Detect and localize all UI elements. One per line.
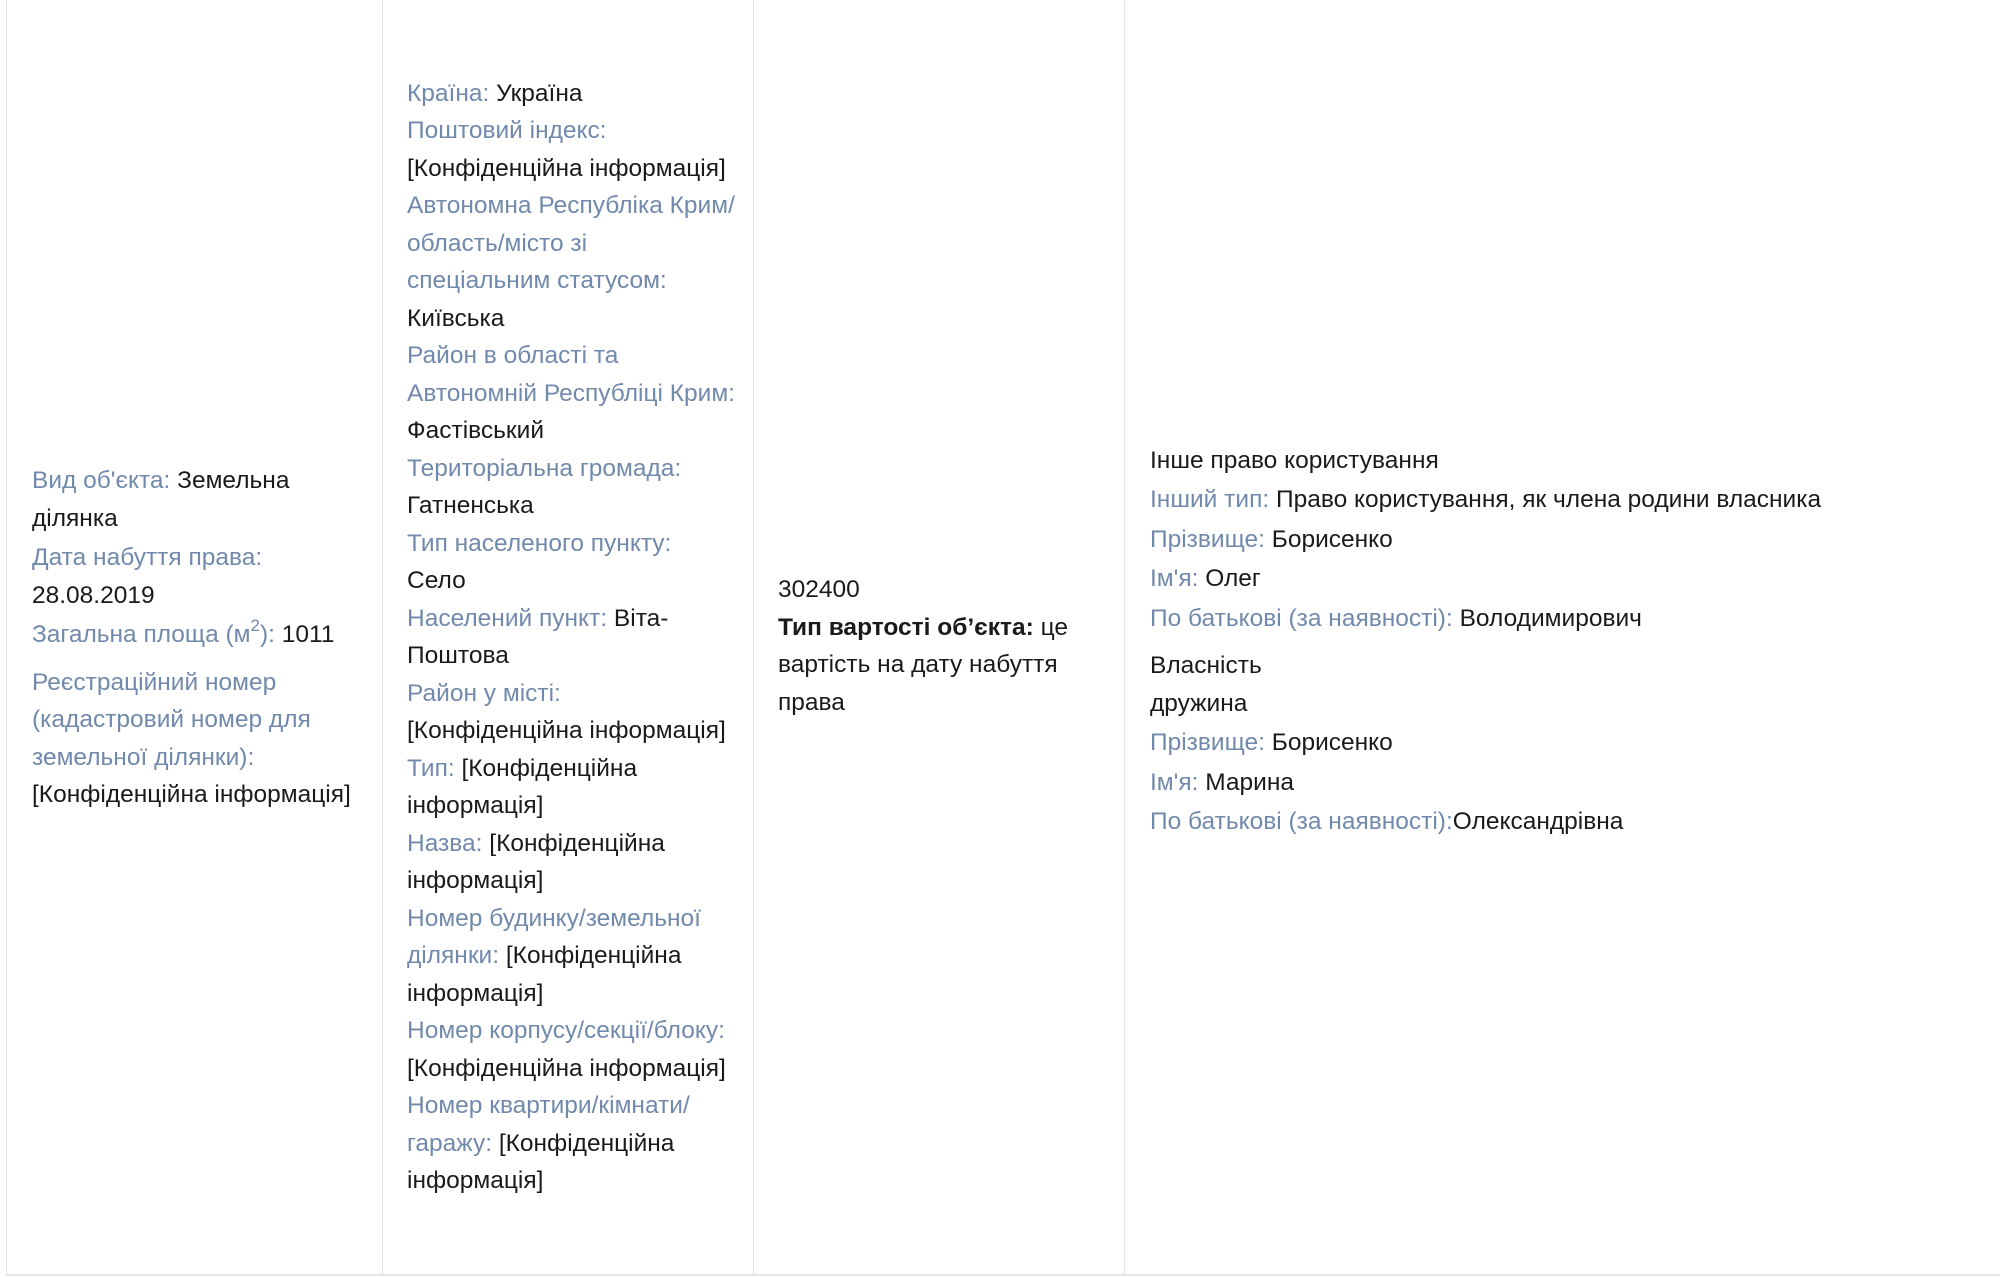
address-field-label: Тип населеного пункту:: [407, 529, 672, 557]
right-title: Власність: [1150, 652, 1262, 679]
object-type-value: Земельна ділянка: [32, 467, 290, 532]
name-value: Марина: [1205, 768, 1294, 796]
address-field: [407, 337, 735, 450]
address-field-value: Віта-Поштова: [407, 604, 669, 669]
address-field-value: Гатненська: [407, 492, 534, 519]
owner-name: [1150, 764, 1981, 802]
address-field-value: [Конфіденційна інформація]: [407, 754, 638, 819]
address-field: [407, 900, 735, 1013]
surname-label: Прізвище:: [1150, 729, 1265, 756]
total-area-value: 1011: [281, 621, 335, 649]
name-label: Ім'я:: [1150, 565, 1199, 592]
address-field-value: [Конфіденційна інформація]: [407, 942, 682, 1007]
address-field-label: Територіальна громада:: [407, 454, 682, 482]
address-field-label: Номер квартири/кімнати/гаражу:: [407, 1092, 690, 1157]
address-field-value: Україна: [496, 79, 583, 107]
patronymic-label: По батькові (за наявності):: [1150, 808, 1453, 835]
surname-value: Борисенко: [1271, 729, 1393, 756]
registration-number-label: Реєстраційний номер (кадастровий номер для земельної ділянки):: [32, 668, 311, 771]
object-type-label: Вид об'єкта:: [32, 467, 171, 495]
object-info-cell: [7, 0, 382, 1274]
address-field-value: Фастівський: [407, 417, 545, 444]
address-field-label: Назва:: [407, 829, 483, 857]
address-field-value: [Конфіденційна інформація]: [407, 717, 726, 744]
patronymic-label: По батькові (за наявності):: [1150, 604, 1453, 632]
surname-label: Прізвище:: [1150, 525, 1265, 553]
address-field-label: Тип:: [407, 754, 455, 782]
cost-type: [778, 609, 1104, 722]
address-field-value: Київська: [407, 304, 505, 332]
address-field: [407, 825, 735, 900]
object-type: [32, 462, 362, 537]
right-other-type: [1150, 481, 1981, 519]
address-field-value: [Конфіденційна інформація]: [407, 1054, 726, 1082]
owner-surname: [1150, 724, 1981, 762]
address-field-label: Номер корпусу/секції/блоку:: [407, 1017, 725, 1044]
declaration-table-row: [6, 0, 2000, 1276]
address-field: [407, 675, 735, 750]
cost-cell: [753, 0, 1124, 1274]
other-type-value: Право користування, як члена родини власника: [1275, 486, 1822, 513]
owner-surname: [1150, 521, 1981, 559]
address-field-value: [Конфіденційна інформація]: [407, 1129, 675, 1194]
address-field: [407, 75, 735, 113]
cost-type-value: це вартість на дату набуття права: [778, 613, 1068, 716]
other-type-label: Інший тип:: [1150, 486, 1270, 513]
surname-value: Борисенко: [1271, 525, 1393, 553]
patronymic-value: Володимирович: [1459, 604, 1642, 632]
address-field: [407, 1087, 735, 1200]
address-list: [407, 75, 735, 1200]
name-value: Олег: [1205, 565, 1261, 592]
address-field-value: [Конфіденційна інформація]: [407, 829, 665, 894]
address-field: [407, 1012, 735, 1087]
address-field-label: Країна:: [407, 79, 490, 107]
owner-patronymic: [1150, 600, 1981, 638]
address-field-label: Район у місті:: [407, 679, 561, 707]
address-field: [407, 525, 735, 600]
address-field-label: Населений пункт:: [407, 604, 608, 632]
acquisition-date-value: 28.08.2019: [32, 581, 155, 609]
registration-number-value: [Конфіденційна інформація]: [32, 781, 351, 809]
address-field-value: Село: [407, 567, 466, 594]
owner-patronymic: [1150, 803, 1981, 841]
acquisition-date-label: Дата набуття права:: [32, 544, 263, 572]
right-title: Інше право користування: [1150, 446, 1439, 474]
address-field-label: Поштовий індекс:: [407, 117, 607, 144]
total-area: [32, 616, 362, 654]
address-field-label: Район в області та Автономній Республіці Крим:: [407, 342, 735, 407]
address-field: [407, 450, 735, 525]
address-field-label: Номер будинку/земельної ділянки:: [407, 904, 701, 969]
total-area-label: Загальна площа $(м^2)$:: [32, 616, 275, 649]
right-block-usage: [1150, 442, 1981, 638]
rights-cell: [1124, 0, 2000, 1274]
address-cell: [382, 0, 753, 1274]
address-field: [407, 600, 735, 675]
cost-value: 302400: [778, 576, 860, 603]
address-field-value: [Конфіденційна інформація]: [407, 154, 726, 182]
acquisition-date: [32, 539, 362, 614]
address-field: [407, 187, 735, 337]
address-field-label: Автономна Республіка Крим/область/місто зі спеціальним статусом:: [407, 192, 735, 294]
cost-type-label: Тип вартості об’єкта:: [778, 613, 1034, 641]
address-field: [407, 750, 735, 825]
address-field: [407, 112, 735, 187]
name-label: Ім'я:: [1150, 768, 1199, 796]
patronymic-value: Олександрівна: [1452, 808, 1624, 835]
relation: дружина: [1150, 689, 1248, 717]
registration-number: [32, 664, 362, 814]
right-block-ownership: [1150, 647, 1981, 841]
owner-name: [1150, 560, 1981, 598]
